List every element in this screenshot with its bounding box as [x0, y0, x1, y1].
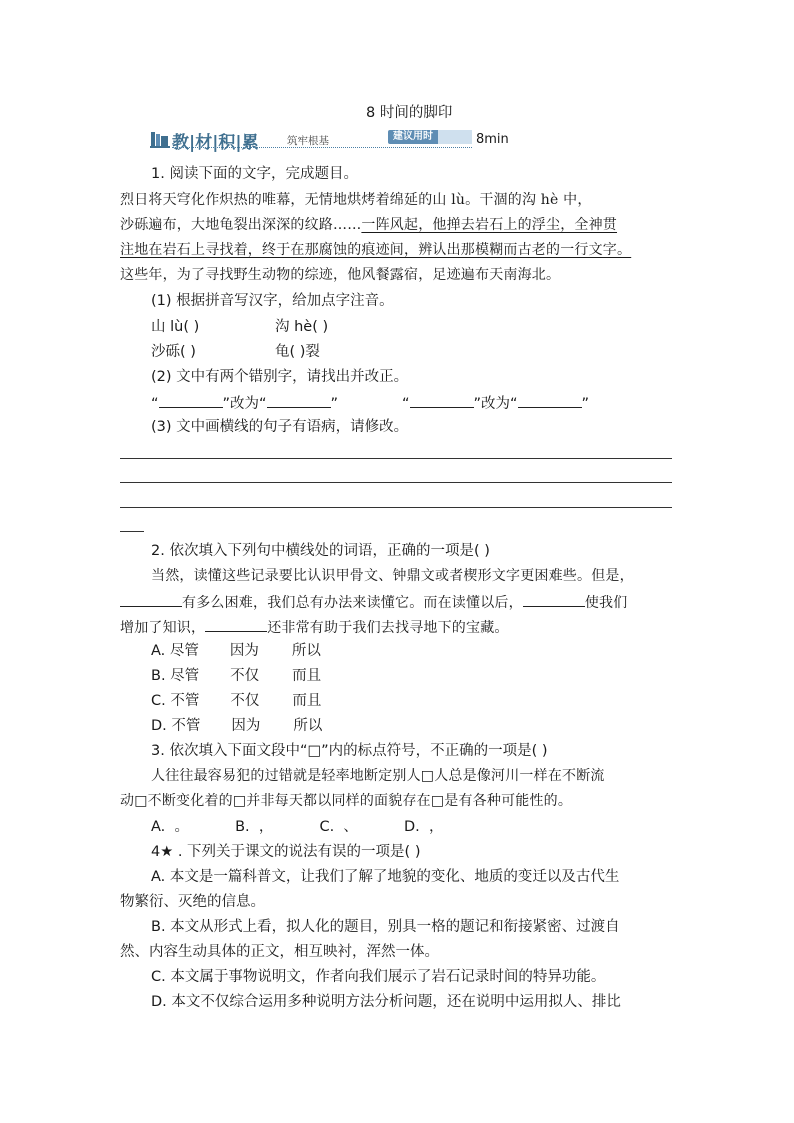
option-word: 不仅	[230, 693, 260, 709]
answer-line[interactable]	[120, 507, 672, 508]
q2-passage-line1: 当然，读懂这些记录要比认识甲骨文、钟鼎文或者楔形文字更困难些。但是，	[151, 568, 634, 584]
q2-passage-line3	[120, 617, 509, 637]
time-value: 8min	[476, 132, 509, 147]
option-word: 不管	[171, 718, 201, 734]
q2-option-a[interactable]	[151, 642, 321, 660]
q1-passage-line4: 这些年，为了寻找野生动物的综迹，他风餐露宿，足迹遍布天南海北。	[120, 267, 561, 283]
option-word: 因为	[229, 643, 259, 659]
q3-passage-line2: 动□不断变化着的□并非每天都以同样的面貌存在□是有各种可能性的。	[120, 793, 573, 809]
option-letter: A.	[151, 643, 166, 659]
q4-stem: 4★ . 下列关于课文的说法有误的一项是( )	[151, 844, 421, 860]
q3-options[interactable]: A. 。 B. ， C. 、 D. ，	[151, 819, 444, 835]
q2-passage-line2	[120, 592, 627, 612]
option-word: 尽管	[170, 668, 200, 684]
section-header	[150, 128, 509, 153]
q2-passage-line3a: 增加了知识，	[120, 620, 206, 636]
q1-sub2-answer-2	[402, 393, 589, 413]
answer-line[interactable]	[120, 482, 672, 483]
q1-sub3-stem: (3) 文中画横线的句子有语病，请修改。	[151, 419, 409, 435]
time-label: 建议用时	[393, 131, 433, 142]
q1-sub2-answer-1	[151, 393, 338, 413]
q4-option-b-cont: 然、内容生动具体的正文，相互映衬，浑然一体。	[120, 944, 439, 960]
q4-option-a-cont: 物繁衍、灭绝的信息。	[120, 894, 265, 910]
q1-sub1-stem: (1) 根据拼音写汉字，给加点字注音。	[151, 293, 394, 309]
q4-option-d[interactable]: D. 本文不仅综合运用多种说明方法分析问题，还在说明中运用拟人、排比	[151, 994, 621, 1010]
option-word: 而且	[292, 668, 322, 684]
answer-line[interactable]	[120, 458, 672, 459]
q2-option-c[interactable]	[151, 692, 321, 710]
blank-field[interactable]	[410, 393, 474, 408]
blank-field[interactable]	[120, 592, 182, 607]
quote-mid: ”改为“	[473, 396, 518, 412]
q2-stem: 2. 依次填入下列句中横线处的词语，正确的一项是( )	[151, 543, 490, 559]
blank-field[interactable]	[518, 393, 582, 408]
quote-close: ”	[330, 396, 339, 412]
option-word: 所以	[293, 718, 323, 734]
q1-stem: 1. 阅读下面的文字，完成题目。	[151, 166, 358, 182]
q1-passage-line2a: 沙砾遍布，大地龟裂出深深的纹路……	[120, 217, 362, 233]
q1-sub1-b: 沟 hè( )	[275, 319, 329, 335]
option-word: 不仅	[230, 668, 260, 684]
option-word: 所以	[291, 643, 321, 659]
answer-line[interactable]	[120, 531, 144, 532]
time-badge	[388, 130, 472, 144]
book-icon	[150, 130, 170, 148]
badge-tail	[438, 130, 472, 144]
quote-open: “	[402, 396, 410, 412]
q2-passage-line3b: 还非常有助于我们去找寻地下的宝藏。	[267, 620, 509, 636]
q1-sub1-d: 龟( )裂	[275, 344, 320, 360]
q1-passage-line3: 注地在岩石上寻找着，终于在那腐蚀的痕迹间，辨认出那模糊而古老的一行文字。	[120, 242, 632, 258]
section-subtitle: 筑牢根基	[287, 135, 329, 147]
section-divider	[172, 147, 472, 148]
q2-passage-line2a: 有多么困难，我们总有办法来读懂它。而在读懂以后，	[182, 595, 523, 611]
q2-passage-line2b: 使我们	[584, 595, 628, 611]
blank-field[interactable]	[159, 393, 223, 408]
section-title: 教|材|积|累	[172, 133, 259, 153]
quote-mid: ”改为“	[222, 396, 267, 412]
page-title: 8 时间的脚印	[366, 105, 453, 121]
q2-option-b[interactable]	[151, 667, 321, 685]
blank-field[interactable]	[523, 592, 585, 607]
option-word: 尽管	[169, 643, 199, 659]
q3-stem: 3. 依次填入下面文段中“□”内的标点符号，不正确的一项是( )	[151, 743, 548, 759]
q1-sub1-a: 山 lù( )	[151, 319, 200, 335]
q1-passage-line1: 烈日将天穹化作炽热的唯幕，无情地烘烤着绵延的山 lù。干涸的沟 hè 中，	[120, 192, 592, 208]
quote-close: ”	[581, 396, 590, 412]
q1-passage-line2b: 一阵风起，他掸去岩石上的浮尘，全神贯	[361, 217, 618, 233]
q4-option-a[interactable]: A. 本文是一篇科普文，让我们了解了地貌的变化、地质的变迁以及古代生	[151, 869, 620, 885]
blank-field[interactable]	[205, 617, 267, 632]
q4-option-b[interactable]: B. 本文从形式上看，拟人化的题目，别具一格的题记和衔接紧密、过渡自	[151, 919, 620, 935]
quote-open: “	[151, 396, 159, 412]
blank-field[interactable]	[267, 393, 331, 408]
option-letter: C.	[151, 693, 166, 709]
option-word: 因为	[231, 718, 261, 734]
q1-sub1-c: 沙砾( )	[151, 344, 196, 360]
option-letter: D.	[151, 718, 167, 734]
option-letter: B.	[151, 668, 166, 684]
option-word: 不管	[170, 693, 200, 709]
q1-sub2-stem: (2) 文中有两个错别字，请找出并改正。	[151, 369, 409, 385]
q2-option-d[interactable]	[151, 717, 322, 735]
q4-option-c[interactable]: C. 本文属于事物说明文，作者向我们展示了岩石记录时间的特异功能。	[151, 969, 606, 985]
q3-passage-line1: 人往往最容易犯的过错就是轻率地断定别人□人总是像河川一样在不断流	[151, 768, 605, 784]
option-word: 而且	[292, 693, 322, 709]
q1-passage-line2	[120, 216, 617, 234]
